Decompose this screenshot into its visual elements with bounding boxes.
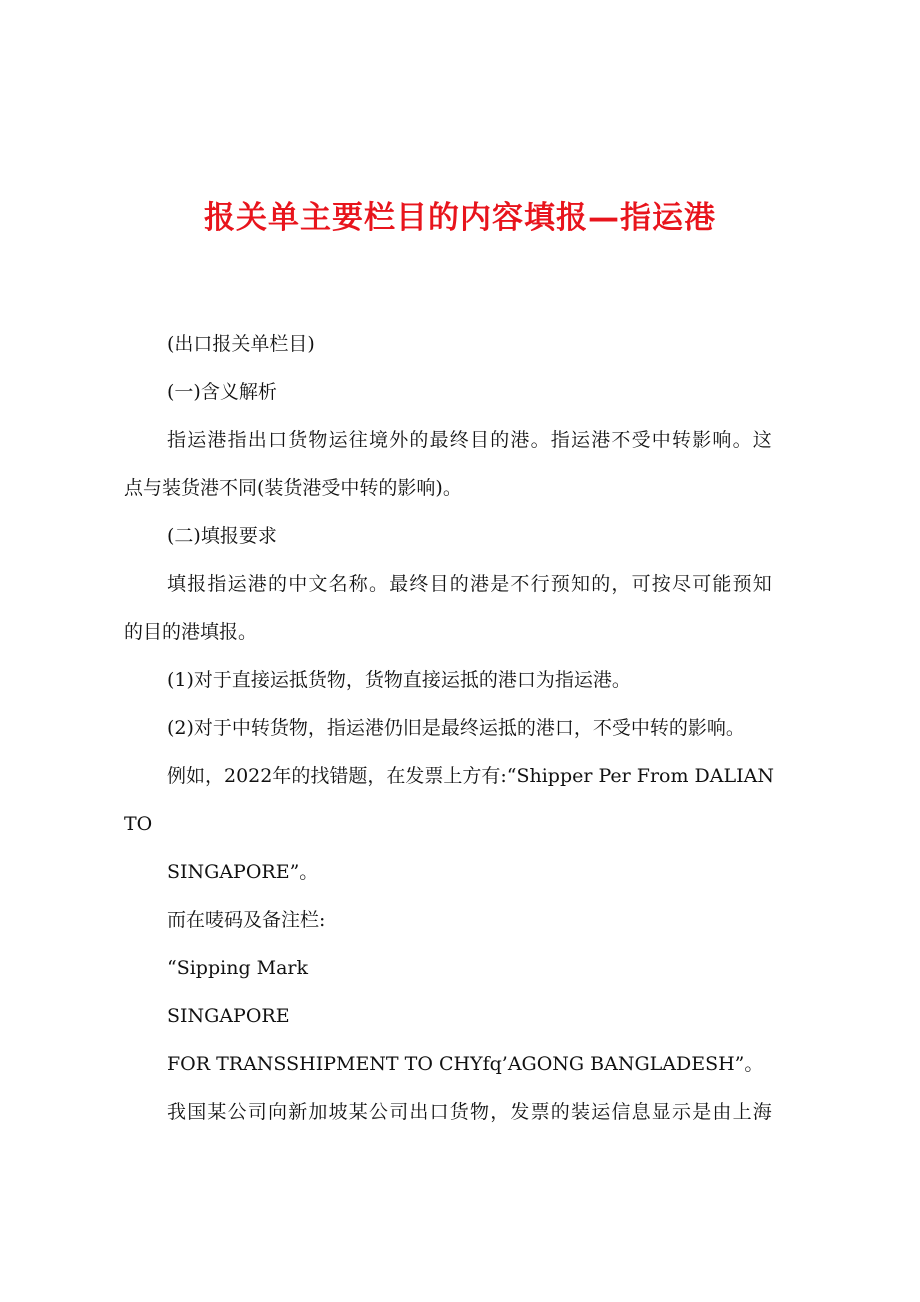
paragraph-line: (出口报关单栏目) bbox=[167, 333, 315, 355]
document-body bbox=[124, 320, 814, 1136]
section-heading: (二)填报要求 bbox=[167, 525, 277, 547]
paragraph-line: SINGAPORE bbox=[167, 1005, 290, 1027]
paragraph-line: 点与装货港不同(装货港受中转的影响)。 bbox=[124, 477, 462, 499]
paragraph-line: 例如，2022年的找错题，在发票上方有:“Shipper Per From DALIAN bbox=[167, 765, 774, 787]
paragraph-line: 填报指运港的中文名称。最终目的港是不行预知的，可按尽可能预知 bbox=[167, 573, 774, 595]
paragraph-line: TO bbox=[124, 813, 153, 835]
paragraph-line: 指运港指出口货物运往境外的最终目的港。指运港不受中转影响。这 bbox=[167, 429, 774, 451]
paragraph-line: (2)对于中转货物，指运港仍旧是最终运抵的港口，不受中转的影响。 bbox=[167, 717, 745, 739]
paragraph-line: 我国某公司向新加坡某公司出口货物，发票的装运信息显示是由上海 bbox=[167, 1101, 774, 1123]
section-heading: (一)含义解析 bbox=[167, 381, 277, 403]
paragraph-line: SINGAPORE”。 bbox=[167, 861, 319, 883]
paragraph-line: 的目的港填报。 bbox=[124, 621, 258, 643]
paragraph-line: FOR TRANSSHIPMENT TO CHYfq’AGONG BANGLADESH”。 bbox=[167, 1053, 764, 1075]
paragraph-line: 而在唛码及备注栏: bbox=[167, 909, 326, 931]
document-title: 报关单主要栏目的内容填报—指运港 bbox=[204, 200, 716, 236]
paragraph-line: (1)对于直接运抵货物，货物直接运抵的港口为指运港。 bbox=[167, 669, 631, 691]
paragraph-line: “Sipping Mark bbox=[167, 957, 309, 979]
